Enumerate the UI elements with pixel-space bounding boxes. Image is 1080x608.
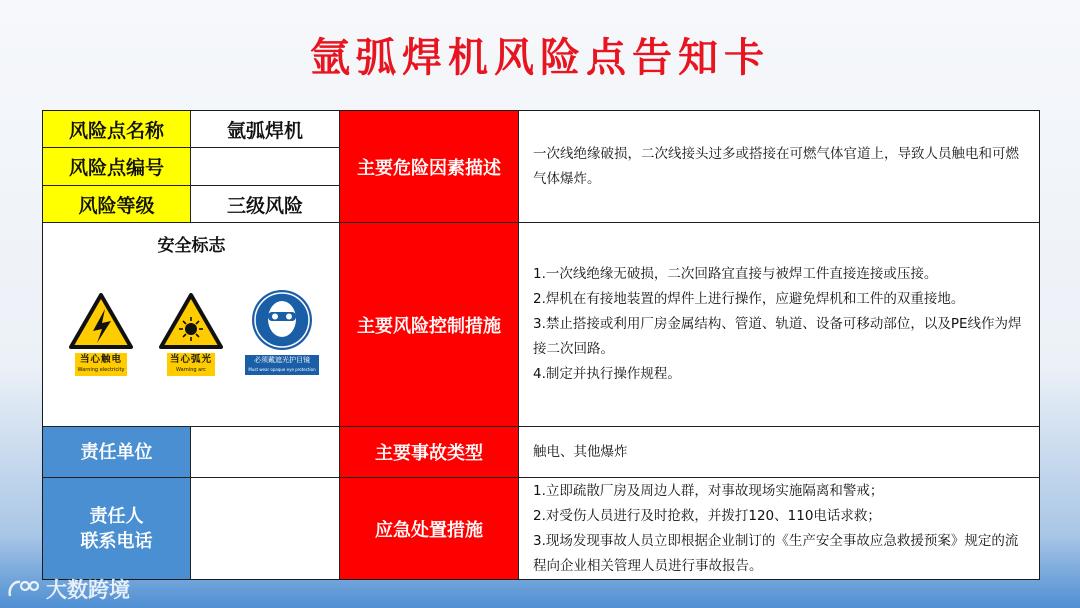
control-label: 主要风险控制措施 [340,223,519,427]
control-item: 3.禁止搭接或利用厂房金属结构、管道、轨道、设备可移动部位，以及PE线作为焊接二次回路。 [533,316,1022,357]
hazard-label: 主要危险因素描述 [340,111,519,223]
control-measures [519,223,1039,427]
responsible-person-label-1: 责任人 [89,505,144,527]
emergency-item: 2.对受伤人员进行及时抢救，并拨打120、110电话求救； [533,507,881,524]
accident-type-text: 触电、其他爆炸 [533,443,628,460]
sign-arc-label-cn: 当心弧光 [169,354,212,365]
sign-eye-protection [245,289,319,375]
emergency-item: 1.立即疏散厂房及周边人群，对事故现场实施隔离和警戒； [533,482,884,499]
sign-electric-label-en: Warning electricity [77,367,125,373]
sign-electric-shock [67,293,135,376]
control-item: 2.焊机在有接地装置的焊件上进行操作，应避免焊机和工件的双重接地。 [533,291,965,307]
responsible-person-label-2: 联系电话 [80,530,153,552]
responsible-unit-label: 责任单位 [43,427,191,478]
sign-arc-label [167,353,215,376]
sign-arc [157,293,225,376]
risk-level-label: 风险等级 [43,186,191,223]
risk-level-value: 三级风险 [191,186,340,223]
hazard-text: 一次线绝缘破损，二次线接头过多或搭接在可燃气体官道上，导致人员触电和可燃气体爆炸。 [533,145,1019,187]
sign-electric-label-cn: 当心触电 [79,354,122,365]
risk-code-label: 风险点编号 [43,148,191,186]
emergency-measures [519,478,1039,579]
responsible-person-value [191,478,340,579]
risk-name-label: 风险点名称 [43,111,191,148]
emergency-label: 应急处置措施 [340,478,519,579]
page-title: 氩弧焊机风险点告知卡 [310,35,770,81]
risk-name-value: 氩弧焊机 [191,111,340,148]
control-item: 4.制定并执行操作规程。 [533,366,681,382]
hazard-description [519,111,1039,223]
sign-eye-label-cn: 必须戴遮光护目镜 [254,356,310,364]
watermark-text: 大数跨境 [46,578,130,602]
risk-code-value [191,148,340,186]
risk-card [42,110,1040,580]
arc-warning-icon [159,293,223,349]
responsible-person-label [43,478,191,579]
sign-arc-label-en: Warning arc [176,367,206,373]
accident-type [519,427,1039,478]
emergency-item: 3.现场发现事故人员立即根据企业制订的《生产安全事故应急救援预案》规定的流程向企业相关管理人员进行事故报告。 [533,532,1019,574]
safety-signs-title: 安全标志 [157,236,226,256]
responsible-unit-value [191,427,340,478]
sign-electric-label [75,353,128,376]
watermark-logo-icon [6,578,40,600]
electric-shock-warning-icon [69,293,133,349]
eye-protection-mandatory-icon [251,289,313,351]
sign-eye-label-en: Must wear opaque eye protection [248,367,316,372]
control-item: 1.一次线绝缘无破损，二次回路宜直接与被焊工件直接连接或压接。 [533,266,938,282]
sign-eye-label [245,355,318,375]
accident-type-label: 主要事故类型 [340,427,519,478]
watermark [6,574,130,604]
